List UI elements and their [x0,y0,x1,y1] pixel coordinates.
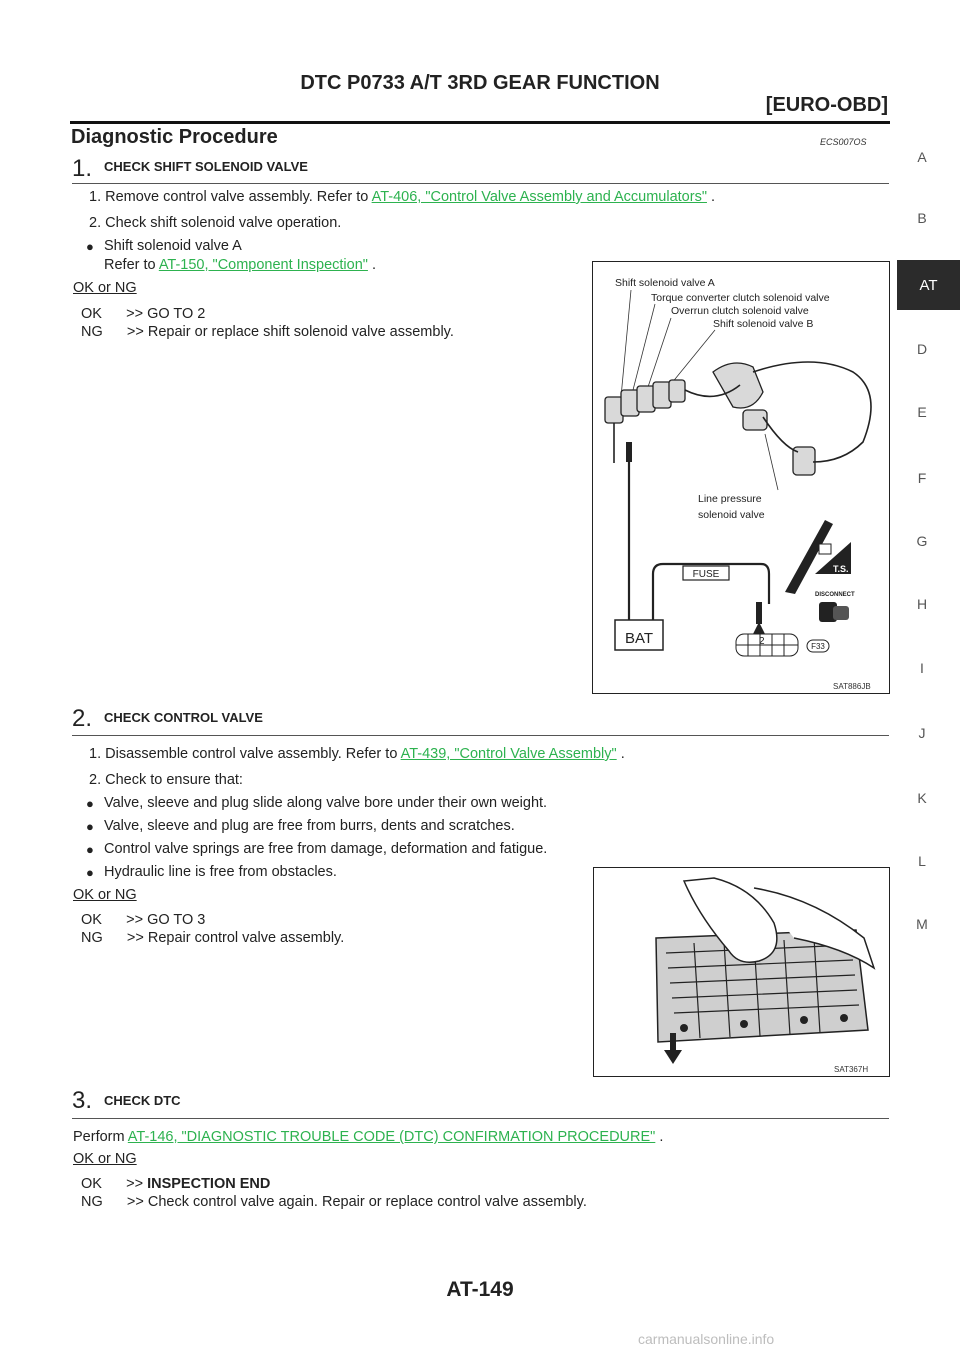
connector-icon [736,634,798,656]
step3-ok-result: INSPECTION END [147,1176,271,1192]
step2-ng: NG >> Repair control valve assembly. [81,930,345,946]
step3-number: 3. [72,1087,93,1114]
down-arrow-icon [664,1050,682,1064]
fuse-label: FUSE [692,569,720,580]
figure2-code: SAT367H [834,1065,869,1074]
step2-line2: 2. Check to ensure that: [89,772,243,788]
disconnect-icon [819,602,849,622]
step1-ng: NG >> Repair or replace shift solenoid valve assembly. [81,324,454,340]
bullet-icon: ● [86,865,94,880]
page-header-title: DTC P0733 A/T 3RD GEAR FUNCTION [300,72,660,94]
battery-label: BAT [624,630,654,647]
page-header-subtitle: [EURO-OBD] [765,94,888,116]
step1-line1 [89,189,715,205]
side-tab-l[interactable]: L [918,853,926,869]
step3-line1 [73,1129,663,1145]
ts-label: T.S. [833,564,849,574]
step1-line1-text: 1. Remove control valve assembly. Refer to [89,189,372,205]
step1-ok-or-ng: OK or NG [73,280,137,296]
step2-bullet1: Valve, sleeve and plug slide along valve bore under their own weight. [104,795,548,811]
step2-bullet3: Control valve springs are free from damage, deformation and fatigue. [104,841,548,857]
step2-divider [72,735,889,736]
label-tcc: Torque converter clutch solenoid valve [651,292,830,304]
header-divider [70,121,890,124]
step3-ok [81,1176,270,1192]
label-shift-b: Shift solenoid valve B [713,318,814,330]
step2-number: 2. [72,705,93,732]
side-tab-at-active[interactable]: AT [897,260,960,310]
step1-number: 1. [72,155,93,182]
step1-bullet1: Shift solenoid valve A [104,238,242,254]
label-overrun: Overrun clutch solenoid valve [671,305,809,317]
figure1-code: SAT886JB [833,682,871,691]
probe-a [626,442,632,462]
step2-line1 [89,746,625,762]
step1-line1-end: . [706,189,716,205]
side-tab-a[interactable]: A [917,149,927,165]
arrow-shaft [670,1033,676,1051]
side-tab-h[interactable]: H [916,596,928,612]
step2-line1-end: . [616,746,625,762]
step3-title: CHECK DTC [104,1093,181,1108]
probe-b [756,602,762,624]
step1-bullet1-ref [104,257,376,273]
step3-ok-or-ng: OK or NG [73,1151,137,1167]
step1-bullet1-ref-end: . [367,257,376,273]
link-at-150[interactable]: AT-150, "Component Inspection" [158,257,368,273]
side-tab-j[interactable]: J [918,725,926,741]
label-solenoid-valve: solenoid valve [698,509,765,521]
step2-line1-text: 1. Disassemble control valve assembly. Refer to [89,746,401,762]
side-tab-f[interactable]: F [917,470,927,486]
side-tab-d[interactable]: D [916,341,928,357]
step3-ok-text: OK >> [81,1176,148,1192]
disconnect-label: DISCONNECT [815,592,855,598]
step1-title: CHECK SHIFT SOLENOID VALVE [104,159,308,174]
side-tab-m[interactable]: M [916,916,928,932]
connector-pin: 2 [759,636,765,647]
link-at-439[interactable]: AT-439, "Control Valve Assembly" [400,746,617,762]
step1-divider [72,183,889,184]
figure-control-valve [593,867,890,1077]
step2-ok: OK >> GO TO 3 [81,912,206,928]
link-at-406[interactable]: AT-406, "Control Valve Assembly and Accumulators" [371,189,707,205]
step1-ok: OK >> GO TO 2 [81,306,206,322]
bullet-icon: ● [86,842,94,857]
page-number: AT-149 [446,1278,514,1301]
watermark: carmanualsonline.info [638,1331,775,1347]
figure-solenoid-wiring [592,261,890,694]
side-tab-e[interactable]: E [917,404,927,420]
side-tab-b[interactable]: B [917,210,927,226]
probe-arrow [753,622,765,634]
side-tab-k[interactable]: K [917,790,927,806]
battery-icon [615,620,663,650]
step2-ok-or-ng: OK or NG [73,887,137,903]
section-code: ECS007OS [820,137,867,147]
step1-bullet1-ref-text: Refer to [104,257,159,273]
step2-bullet4: Hydraulic line is free from obstacles. [104,864,337,880]
pointer-arrow [785,520,833,594]
side-tab-i[interactable]: I [920,660,924,676]
step3-line1-end: . [655,1129,664,1145]
step3-line1-text: Perform [73,1129,128,1145]
control-valve-illustration [594,868,889,1076]
label-shift-a: Shift solenoid valve A [615,277,715,289]
bullet-icon: ● [86,819,94,834]
step1-line2: 2. Check shift solenoid valve operation. [89,215,342,231]
step2-bullet2: Valve, sleeve and plug are free from burrs, dents and scratches. [104,818,515,834]
step3-divider [72,1118,889,1119]
step2-title: CHECK CONTROL VALVE [104,710,263,725]
section-title: Diagnostic Procedure [71,126,278,148]
solenoid-wiring-diagram [593,262,889,693]
connector-id: F33 [811,642,825,651]
bullet-icon: ● [86,796,94,811]
label-line-pressure: Line pressure [698,493,762,505]
bullet-icon: ● [86,239,94,254]
side-tab-g[interactable]: G [916,533,928,549]
link-at-146[interactable]: AT-146, "DIAGNOSTIC TROUBLE CODE (DTC) CONFIRMATION PROCEDURE" [127,1129,656,1145]
step3-ng: NG >> Check control valve again. Repair or replace control valve assembly. [81,1194,587,1210]
